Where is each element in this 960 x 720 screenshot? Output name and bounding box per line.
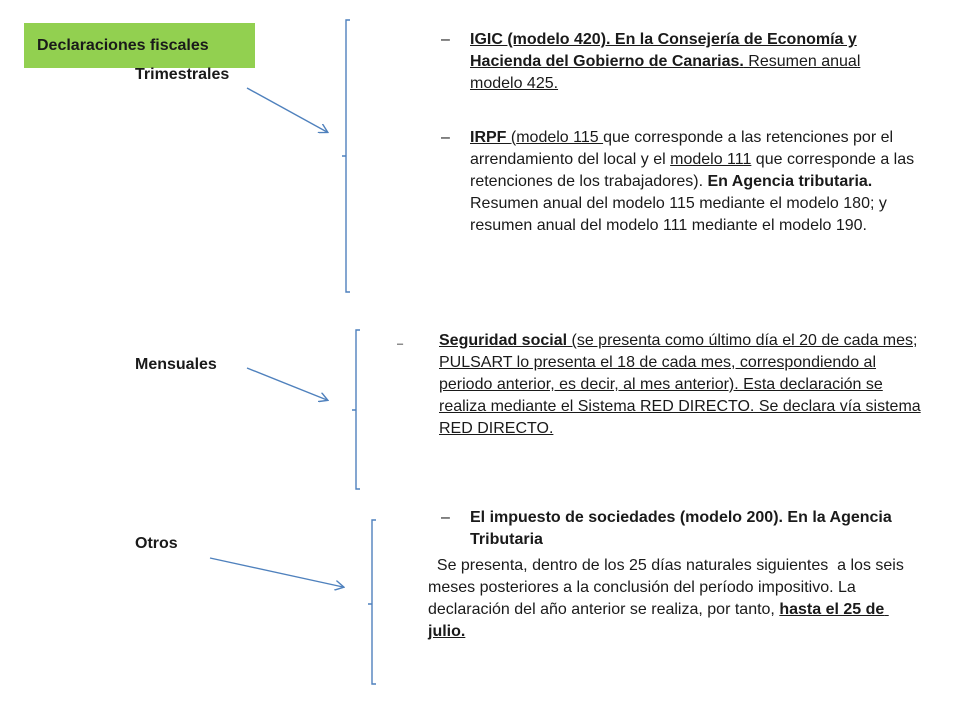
bracket-otros <box>368 520 376 684</box>
dash-seguridad-social: – <box>397 338 404 350</box>
bracket-trimestrales <box>342 20 350 292</box>
seguridad-social-label: Seguridad social <box>439 332 568 349</box>
deadline-text: hasta el 25 de julio. <box>428 601 889 640</box>
bullet-sociedades <box>441 507 910 551</box>
irpf-label: IRPF <box>470 129 511 146</box>
paragraph-sociedades <box>428 555 923 643</box>
irpf-agency: En Agencia tributaria. <box>707 173 873 190</box>
sociedades-text: El impuesto de sociedades (modelo 200). En la Agencia Tributaria <box>470 509 892 548</box>
arrow-trimestrales <box>247 88 327 132</box>
bullet-seguridad-social <box>397 330 924 440</box>
irpf-text3: Resumen anual del modelo 115 mediante el modelo 180; y resumen anual del modelo 111 mediante el modelo 190. <box>470 195 887 234</box>
seguridad-social-text: (se presenta como último día el 20 de cada mes; PULSART lo presenta el 18 de cada mes, correspondiendo al periodo anterior, es decir, al mes anterior). Esta declaración se realiza mediante el Sistema RED DIRECTO. Se declara vía sistema RED DIRECTO. <box>439 332 921 437</box>
page-title: Declaraciones fiscales <box>37 36 209 54</box>
bullet-igic <box>441 29 890 95</box>
bullet-irpf <box>441 127 940 237</box>
bracket-mensuales <box>352 330 360 489</box>
irpf-text1: que corresponde a las retenciones por el arrendamiento del local y el <box>470 129 894 168</box>
igic-rest: Resumen anual modelo 425. <box>470 53 861 92</box>
irpf-model111: modelo 111 <box>670 151 752 168</box>
section-label-otros: Otros <box>135 535 178 552</box>
igic-bold: IGIC (modelo 420). En la Consejería de Economía y Hacienda del Gobierno de Canarias. <box>470 31 857 70</box>
arrow-mensuales <box>247 368 327 400</box>
dash-igic: – <box>441 31 450 48</box>
section-label-mensuales: Mensuales <box>135 356 217 373</box>
dash-irpf: – <box>441 129 450 146</box>
irpf-model115: modelo 115 <box>516 129 604 146</box>
irpf-open-paren: ( <box>510 129 517 146</box>
arrow-otros <box>210 558 343 587</box>
paragraph-text: Se presenta, dentro de los 25 días naturales siguientes a los seis meses posteriores a la conclusión del período impositivo. La declaración del año anterior se realiza, por tanto, <box>428 557 909 618</box>
irpf-text2: que corresponde a las retenciones de los trabajadores). <box>470 151 915 190</box>
section-label-trimestrales: Trimestrales <box>135 66 230 83</box>
dash-sociedades: – <box>441 509 450 526</box>
